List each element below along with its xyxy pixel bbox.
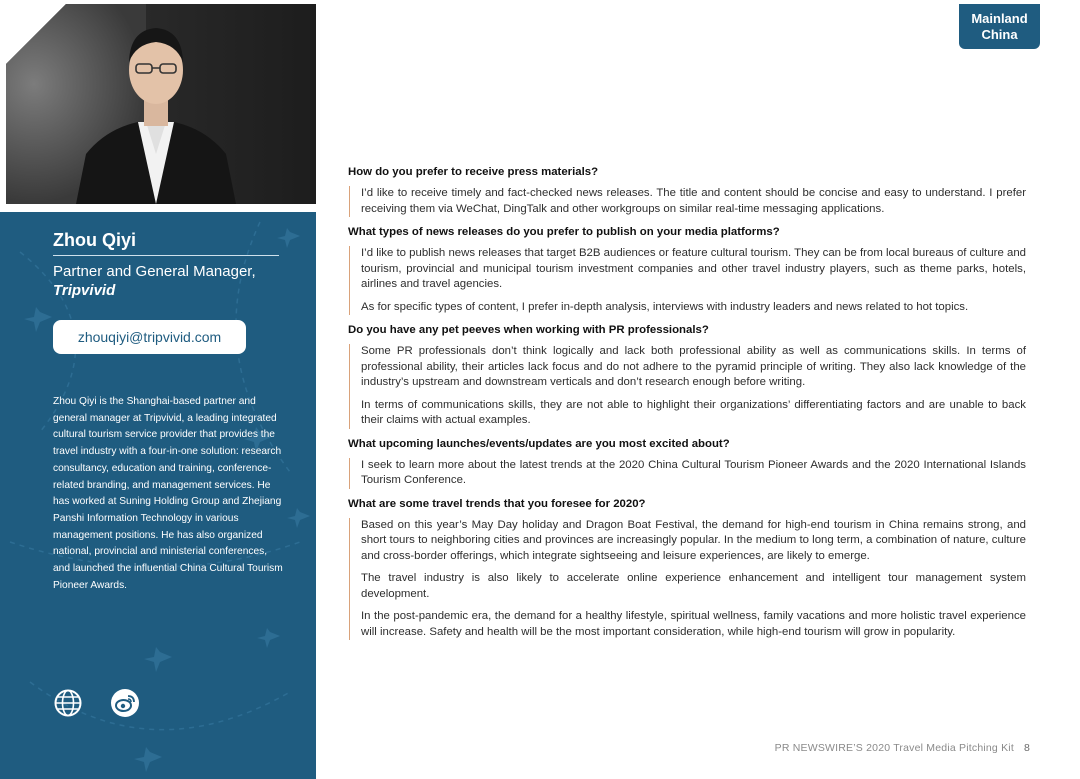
email-link[interactable]: zhouqiyi@tripvivid.com [53,320,246,354]
profile-name: Zhou Qiyi [53,230,136,250]
profile-panel [0,212,316,779]
question-5: What are some travel trends that you foresee for 2020? [348,497,646,510]
region-line-2: China [981,26,1018,42]
answer-3 [349,344,1026,429]
answer-paragraph: In the post-pandemic era, the demand for a healthy lifestyle, spiritual wellness, family vacations and more holistic travel experience will increase. Safety and health will be the most important consideration, while high-end tourism will grow in popularity. [361,610,1026,638]
job-title: Partner and General Manager, [53,263,256,280]
answer-paragraph: As for specific types of content, I prefer in-depth analysis, interviews with industry leaders and news related to hot topics. [361,300,969,313]
question-4: What upcoming launches/events/updates are you most excited about? [348,437,730,450]
region-line-1: Mainland [971,10,1028,26]
company-name: Tripvivid [53,282,116,299]
answer-paragraph: I’d like to publish news releases that target B2B audiences or feature cultural tourism. They can be from local bureaus of culture and tourism, provincial and municipal tourism investment companies and other travel industry players, such as theme parks, hotels, airlines and travel agencies. [361,247,1026,290]
question-2: What types of news releases do you prefer to publish on your media platforms? [348,226,780,238]
job-title-block [53,262,256,300]
page-footer [775,742,1030,754]
answer-1 [349,186,1026,217]
qa-section [348,165,1026,648]
profile-photo [6,4,316,204]
globe-icon[interactable] [54,689,82,717]
question-1: How do you prefer to receive press materials? [348,166,599,178]
answer-5 [349,518,1026,641]
footer-label: PR NEWSWIRE’S 2020 Travel Media Pitching Kit [774,742,1014,754]
weibo-icon[interactable] [111,689,139,717]
answer-paragraph: Some PR professionals don’t think logically and lack both professional ability as well as communications skills. In terms of professional ability, their articles lack focus and do not adhere to the pyramid principle of writing. They also lack knowledge of the industry’s upstream and downstream verticals and don’t research enough before writing. [361,345,1026,388]
answer-paragraph: Based on this year’s May Day holiday and Dragon Boat Festival, the demand for high-end tourism in China remains strong, and short tours to neighboring cities and provinces are increasingly popular. In the medium to long term, a combination of nature, culture and cross-border offerings, which integrate sightseeing and leisure experiences, are likely to emerge. [361,518,1026,562]
region-badge [959,4,1040,49]
profile-bio: Zhou Qiyi is the Shanghai-based partner and general manager at Tripvivid, a leading integrated cultural tourism service provider that provides the travel industry with a four-in-one solution: research consultancy, education and training, conference-related branding, and management services. He has worked at Suning Holding Group and Zhejiang Panshi Information Technology in various management positions. He has also organized national, provincial and ministerial conferences, and launched the influential China Cultural Tourism Pioneer Awards. [53,396,283,591]
answer-paragraph: I seek to learn more about the latest trends at the 2020 China Cultural Tourism Pioneer Awards and the 2020 International Islands Tourism Conference. [361,458,1026,486]
answer-paragraph: I’d like to receive timely and fact-checked news releases. The title and content should be concise and easy to understand. I prefer receiving them via WeChat, DingTalk and other workgroups on similar real-time messaging applications. [361,187,1026,215]
answer-paragraph: In terms of communications skills, they are not able to highlight their organizations’ differentiating factors and are unable to back their claims with actual examples. [361,398,1026,426]
question-3: Do you have any pet peeves when working with PR professionals? [348,324,709,336]
answer-4 [349,458,1026,489]
name-divider [53,255,279,256]
page-number: 8 [1023,742,1030,754]
person-portrait-icon [76,4,236,204]
answer-2 [349,246,1026,315]
answer-paragraph: The travel industry is also likely to accelerate online experience enhancement and intelligent tour management system development. [361,572,1026,600]
